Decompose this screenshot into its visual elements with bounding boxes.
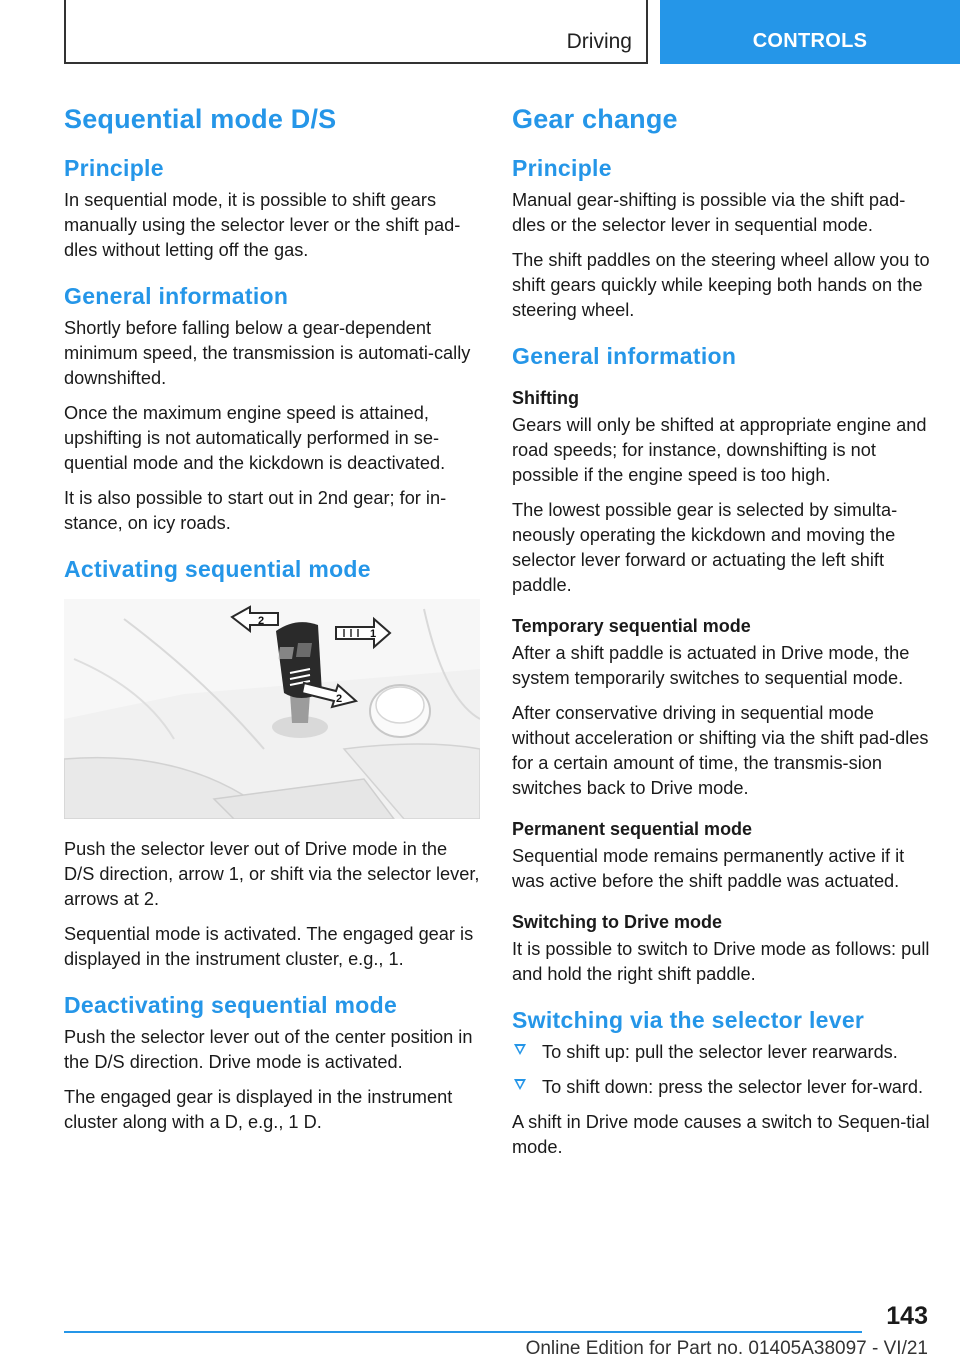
shifting-paragraph-2: The lowest possible gear is selected by simulta-neously operating the kickdown and moving the selector lever forward or actuating the left shift paddle.	[512, 500, 898, 595]
activating-paragraph-2: Sequential mode is activated. The engaged gear is displayed in the instrument cluster, e.g., 1.	[64, 924, 474, 969]
heading-activating-sequential-mode: Activating sequential mode	[64, 556, 371, 582]
principle-text: In sequential mode, it is possible to shift gears manually using the selector lever or the shift pad-dles without letting off the gas.	[64, 190, 461, 260]
footer-divider	[64, 1331, 862, 1333]
heading-general-information-right: General information	[512, 343, 737, 369]
header-section-label: Driving	[566, 30, 632, 53]
page-number: 143	[886, 1302, 928, 1330]
deactivating-paragraph-1: Push the selector lever out of the center position in the D/S direction. Drive mode is activated.	[64, 1027, 473, 1072]
principle-paragraph-2: The shift paddles on the steering wheel allow you to shift gears quickly while keeping both hands on the steering wheel.	[512, 250, 930, 320]
heading-switching-via-selector-lever: Switching via the selector lever	[512, 1007, 865, 1033]
activating-paragraph-1: Push the selector lever out of Drive mode in the D/S direction, arrow 1, or shift via the selector lever, arrows at 2.	[64, 839, 480, 909]
section-title-gear-change: Gear change	[512, 104, 678, 134]
deactivating-paragraph-2: The engaged gear is displayed in the instrument cluster along with a D, e.g., 1 D.	[64, 1087, 453, 1132]
temporary-paragraph-1: After a shift paddle is actuated in Drive mode, the system temporarily switches to sequential mode.	[512, 643, 910, 688]
temporary-paragraph-2: After conservative driving in sequential mode without acceleration or shifting via the shift pad-dles for a certain amount of time, the transmis-sion switches back to Drive mode.	[512, 703, 929, 798]
footer-edition-text: Online Edition for Part no. 01405A38097 - VI/21	[525, 1338, 928, 1359]
heading-general-information: General information	[64, 283, 289, 309]
heading-deactivating-sequential-mode: Deactivating sequential mode	[64, 992, 398, 1018]
left-column	[64, 96, 480, 1145]
bullet-triangle-icon	[514, 1044, 526, 1055]
subheading-temporary-sequential-mode: Temporary sequential mode	[512, 616, 751, 636]
general-paragraph-2: Once the maximum engine speed is attained, upshifting is not automatically performed in se-quential mode and the kickdown is deactivated.	[64, 403, 446, 473]
subheading-switching-to-drive-mode: Switching to Drive mode	[512, 912, 723, 932]
header-chapter-label: CONTROLS	[752, 30, 868, 52]
shifting-paragraph-1: Gears will only be shifted at appropriate engine and road speeds; for instance, downshifting is not possible if the engine speed is too high.	[512, 415, 927, 485]
list-item-text: To shift up: pull the selector lever rearwards.	[542, 1042, 898, 1062]
selector-paragraph-1: A shift in Drive mode causes a switch to Sequen-tial mode.	[512, 1112, 930, 1157]
list-item	[512, 1075, 930, 1100]
right-column	[512, 96, 930, 1170]
heading-principle: Principle	[64, 155, 164, 181]
selector-lever-illustration	[64, 599, 480, 819]
subheading-permanent-sequential-mode: Permanent sequential mode	[512, 819, 753, 839]
list-item	[512, 1040, 930, 1065]
general-paragraph-3: It is also possible to start out in 2nd gear; for in-stance, on icy roads.	[64, 488, 447, 533]
header-chapter-tab	[660, 0, 960, 64]
figure-label-2-bottom: 2	[336, 693, 343, 705]
switching-paragraph-1: It is possible to switch to Drive mode as follows: pull and hold the right shift paddle.	[512, 939, 930, 984]
section-title-sequential-mode: Sequential mode D/S	[64, 104, 337, 134]
selector-lever-bullet-list	[512, 1040, 930, 1100]
subheading-shifting: Shifting	[512, 388, 579, 408]
general-paragraph-1: Shortly before falling below a gear-dependent minimum speed, the transmission is automati-cally downshifted.	[64, 318, 471, 388]
principle-paragraph-1: Manual gear-shifting is possible via the shift pad-dles or the selector lever in sequential mode.	[512, 190, 906, 235]
list-item-text: To shift down: press the selector lever for-ward.	[542, 1077, 924, 1097]
header-section-box	[64, 0, 648, 64]
heading-principle-right: Principle	[512, 155, 612, 181]
bullet-triangle-icon	[514, 1079, 526, 1090]
permanent-paragraph-1: Sequential mode remains permanently active if it was active before the shift paddle was actuated.	[512, 846, 905, 891]
figure-label-1: 1	[370, 628, 377, 640]
figure-label-2-top: 2	[258, 615, 265, 627]
